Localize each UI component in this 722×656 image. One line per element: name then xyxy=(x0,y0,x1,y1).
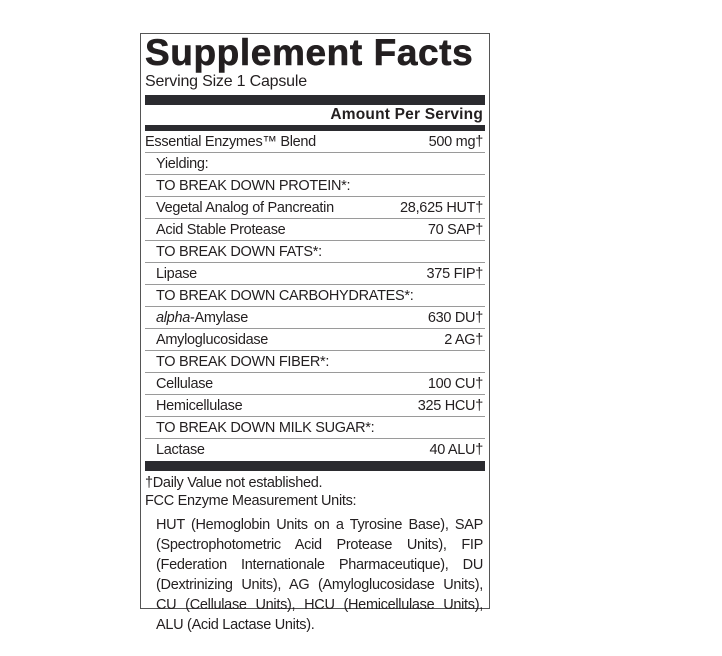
nutrient-name-text: -Amylase xyxy=(189,310,249,326)
nutrient-amount: 325 HCU† xyxy=(417,398,483,414)
nutrient-name xyxy=(145,373,213,394)
nutrient-name-text: Amyloglucosidase xyxy=(156,332,269,348)
nutrient-name-text: TO BREAK DOWN FIBER*: xyxy=(156,354,330,370)
nutrient-name xyxy=(145,417,374,438)
nutrient-name xyxy=(145,351,329,372)
table-row xyxy=(145,417,485,439)
nutrient-name-text: Cellulase xyxy=(156,376,213,392)
table-row xyxy=(145,153,485,175)
nutrient-name xyxy=(145,439,205,461)
serving-size: Serving Size 1 Capsule xyxy=(145,73,307,90)
nutrient-name-text: TO BREAK DOWN PROTEIN*: xyxy=(156,178,351,194)
table-row xyxy=(145,219,485,241)
nutrient-name-text: TO BREAK DOWN MILK SUGAR*: xyxy=(156,420,375,436)
nutrient-amount: 28,625 HUT† xyxy=(400,200,483,216)
footnote-daily-value: †Daily Value not established. xyxy=(145,475,323,491)
nutrient-name xyxy=(145,307,248,328)
panel-title: Supplement Facts xyxy=(145,32,474,73)
nutrient-name-text: Lactase xyxy=(156,442,205,458)
nutrient-name xyxy=(145,285,413,306)
table-row xyxy=(145,175,485,197)
table-row xyxy=(145,439,485,461)
supplement-facts-panel xyxy=(140,32,490,633)
table-row xyxy=(145,307,485,329)
nutrient-name-text: Essential Enzymes™ Blend xyxy=(145,134,316,150)
nutrient-amount: 2 AG† xyxy=(444,332,483,348)
nutrient-name xyxy=(145,197,334,218)
nutrient-name xyxy=(145,131,316,152)
nutrient-name xyxy=(145,175,350,196)
nutrient-name-text: Acid Stable Protease xyxy=(156,222,286,238)
table-row xyxy=(145,351,485,373)
nutrient-name-italic: alpha xyxy=(156,310,190,326)
nutrient-name xyxy=(145,329,268,350)
table-row xyxy=(145,395,485,417)
nutrient-amount: 40 ALU† xyxy=(429,442,483,458)
table-row xyxy=(145,373,485,395)
table-row xyxy=(145,263,485,285)
nutrient-amount: 630 DU† xyxy=(427,310,483,326)
divider-thick xyxy=(145,95,485,105)
amount-per-serving-header: Amount Per Serving xyxy=(330,106,483,123)
nutrient-amount: 500 mg† xyxy=(428,134,483,150)
nutrient-name-text: Hemicellulase xyxy=(156,398,243,414)
footnote-fcc-units: FCC Enzyme Measurement Units: xyxy=(145,493,357,509)
table-row xyxy=(145,241,485,263)
nutrient-name-text: Yielding: xyxy=(156,156,209,172)
nutrient-name-text: TO BREAK DOWN FATS*: xyxy=(156,244,322,260)
nutrient-name xyxy=(145,153,208,174)
nutrient-name-text: Vegetal Analog of Pancreatin xyxy=(156,200,334,216)
divider-thick xyxy=(145,461,485,471)
nutrient-name xyxy=(145,395,242,416)
nutrient-name-text: TO BREAK DOWN CARBOHYDRATES*: xyxy=(156,288,414,304)
table-row xyxy=(145,197,485,219)
units-definitions: HUT (Hemoglobin Units on a Tyrosine Base), SAP (Spectrophotometric Acid Protease Units), FIP (Federation Internationale Pharmaceutique), DU (Dextrinizing Units), AG (Amyloglucosidase Units), CU (Cellulase Units), HCU (Hemicellulase Units), ALU (Acid Lactase Units). xyxy=(156,517,483,633)
nutrient-name xyxy=(145,241,322,262)
nutrient-amount: 70 SAP† xyxy=(427,222,483,238)
nutrient-amount: 375 FIP† xyxy=(426,266,483,282)
table-row xyxy=(145,131,485,153)
nutrient-name-text: Lipase xyxy=(156,266,197,282)
nutrient-table xyxy=(145,131,485,461)
table-row xyxy=(145,285,485,307)
nutrient-name xyxy=(145,263,197,284)
nutrient-name xyxy=(145,219,285,240)
table-row xyxy=(145,329,485,351)
nutrient-amount: 100 CU† xyxy=(427,376,483,392)
